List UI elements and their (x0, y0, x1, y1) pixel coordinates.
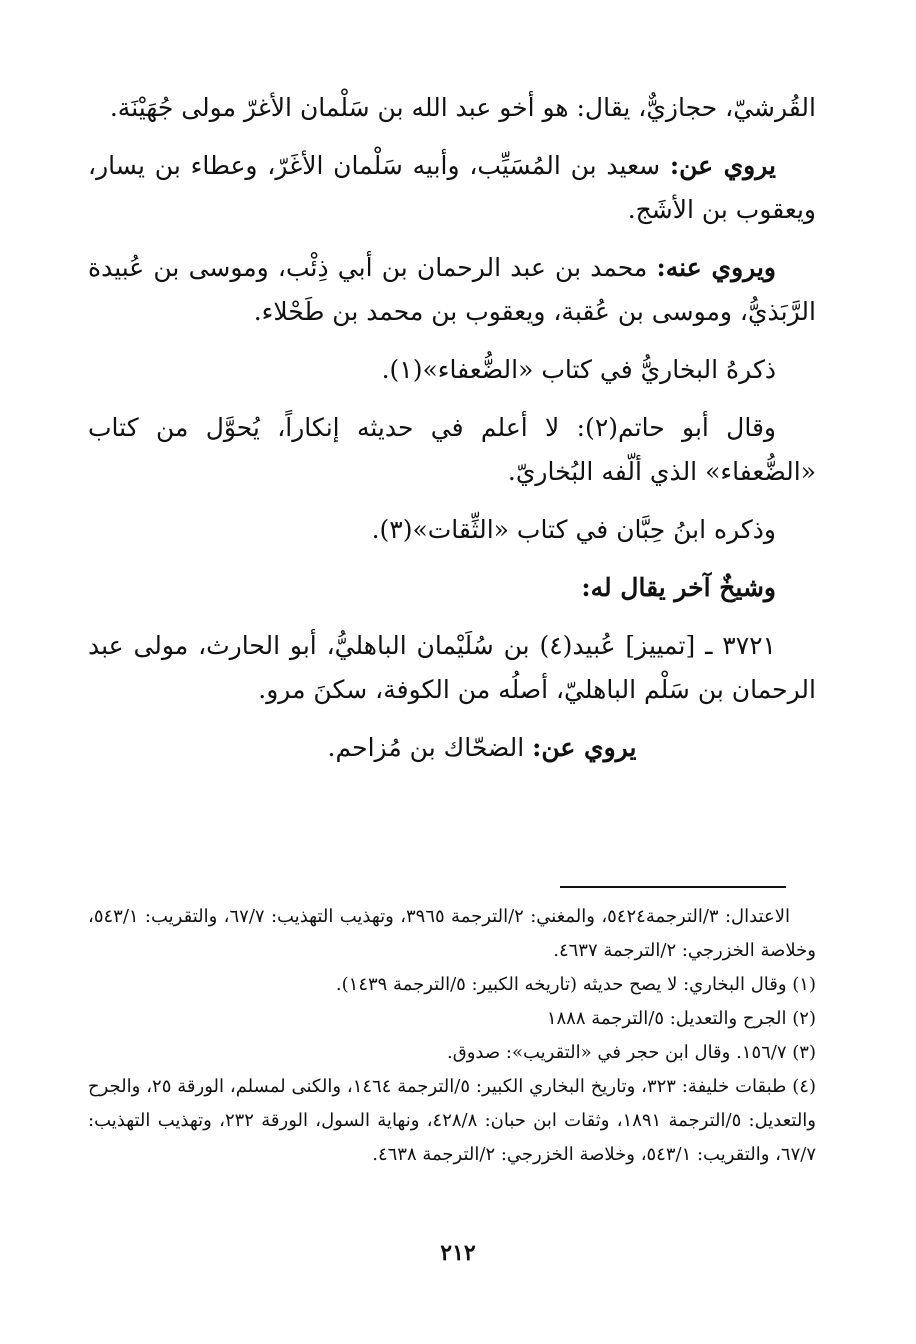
paragraph-7: وشيخٌ آخر يقال له: (581, 573, 776, 602)
main-text (88, 86, 816, 770)
paragraph-9-lead: يروي عن: (532, 733, 637, 762)
page-number: ٢١٢ (440, 1240, 476, 1266)
footnote-sources: الاعتدال: ٣/الترجمة٥٤٢٤، والمغني: ٢/الترجمة ٣٩٦٥، وتهذيب التهذيب: ٦٧/٧، والتقريب: ٥٤٣/١، وخلاصة الخزرجي: ٢/الترجمة ٤٦٣٧. (88, 906, 816, 961)
paragraph-3-lead: ويروي عنه: (656, 253, 777, 282)
paragraph-6: وذكره ابنُ حِبَّان في كتاب «الثِّقات»(٣). (371, 515, 776, 544)
paragraph-4: ذكرهُ البخاريُّ في كتاب «الضُّعفاء»(١). (381, 355, 776, 384)
paragraph-9 (88, 726, 816, 770)
paragraph-3 (88, 246, 816, 334)
paragraph-2 (88, 144, 816, 232)
paragraph-5: وقال أبو حاتم(٢): لا أعلم في حديثه إنكاراً، يُحوَّل من كتاب «الضُّعفاء» الذي ألّفه البُخاريّ. (88, 413, 816, 486)
paragraph-1: القُرشيّ، حجازيٌّ، يقال: هو أخو عبد الله بن سَلْمان الأغرّ مولى جُهَيْنَة. (109, 93, 816, 122)
entry-3721: ٣٧٢١ ـ [تمييز] عُبيد(٤) بن سُلَيْمان الباهليُّ، أبو الحارث، مولى عبد الرحمان بن سَلْم الباهليّ، أصلُه من الكوفة، سكنَ مرو. (88, 631, 816, 704)
paragraph-3-text: محمد بن عبد الرحمان بن أبي ذِئْب، وموسى بن عُبيدة الرَّبَذيُّ، وموسى بن عُقبة، ويعقوب بن محمد بن طَحْلاء. (88, 253, 816, 326)
paragraph-9-text: الضحّاك بن مُزاحم. (327, 733, 533, 762)
paragraph-2-text: سعيد بن المُسَيِّب، وأبيه سَلْمان الأغَرّ، وعطاء بن يسار، ويعقوب بن الأشَج. (88, 151, 816, 224)
footnote-4: (٤) طبقات خليفة: ٣٢٣، وتاريخ البخاري الكبير: ٥/الترجمة ١٤٦٤، والكنى لمسلم، الورقة ٢٥، والجرح والتعديل: ٥/الترجمة ١٨٩١، وثقات ابن حبان: ٤٢٨/٨، ونهاية السول، الورقة ٢٣٢، وتهذيب التهذيب: ٦٧/٧، والتقريب: ٥٤٣/١، وخلاصة الخزرجي: ٢/الترجمة ٤٦٣٨. (88, 1076, 817, 1165)
footnote-3: (٣) ١٥٦/٧. وقال ابن حجر في «التقريب»: صدوق. (447, 1042, 816, 1063)
footnote-2: (٢) الجرح والتعديل: ٥/الترجمة ١٨٨٨ (546, 1008, 816, 1029)
footnote-1: (١) وقال البخاري: لا يصح حديثه (تاريخه الكبير: ٥/الترجمة ١٤٣٩). (335, 974, 816, 995)
footnotes (88, 900, 816, 1172)
footnote-divider (560, 886, 786, 888)
paragraph-2-lead: يروي عن: (669, 151, 776, 180)
